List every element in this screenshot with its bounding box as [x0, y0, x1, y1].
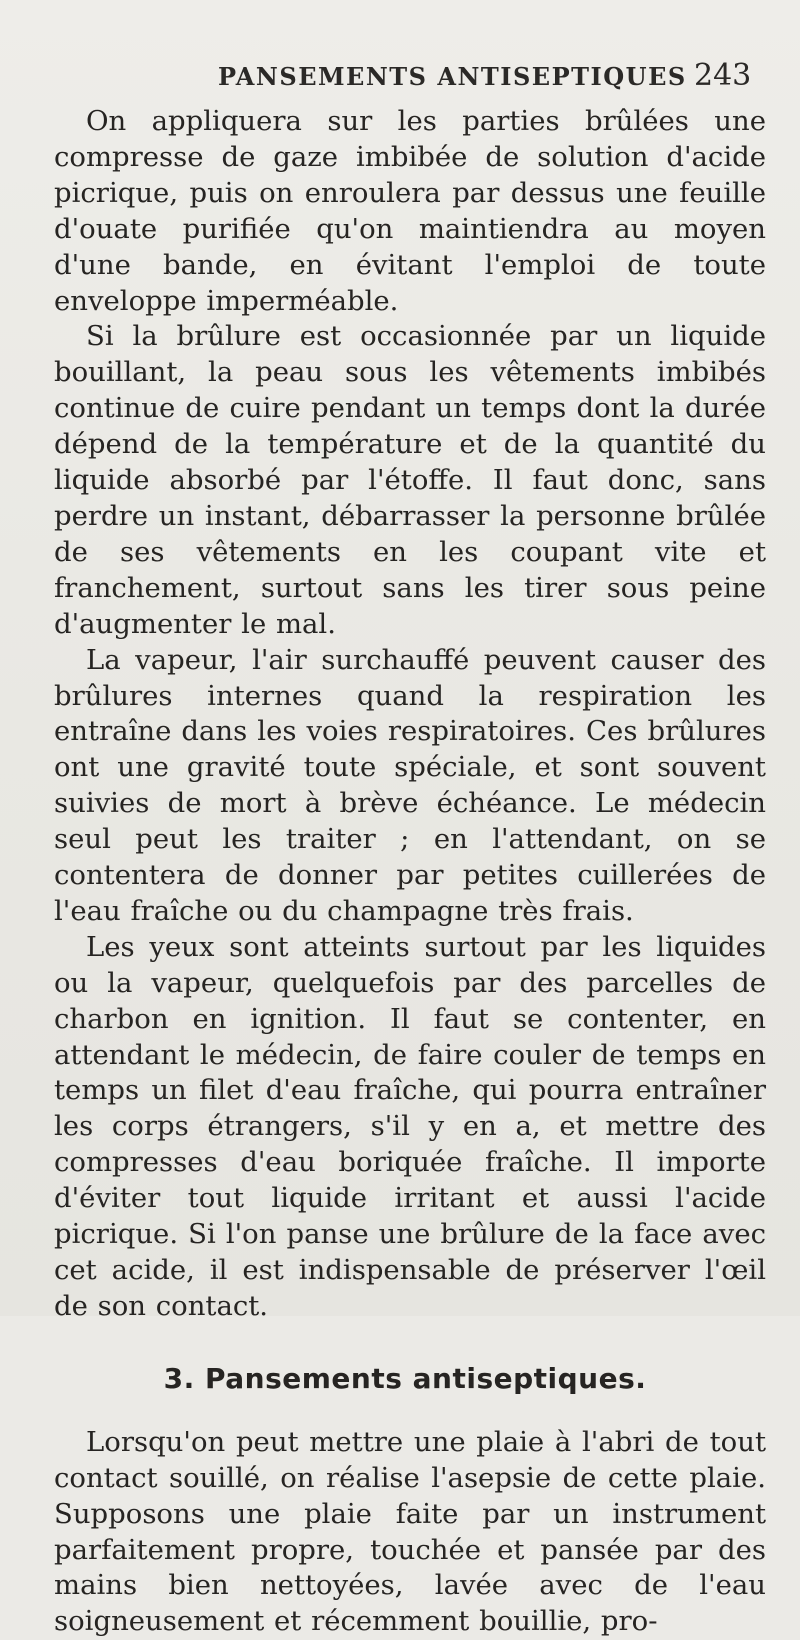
paragraph-boiling-liquid: Si la brûlure est occasionnée par un liquide bouillant, la peau sous les vêtements imbibés continue de cuire pendant un temps dont la durée dépend de la température et de la quantité du liquide absorbé par l'étoffe. Il faut donc, sans perdre un instant, débarrasser la personne brûlée de ses vêtements en les coupant vite et franchement, surtout sans les tirer sous peine d'augmenter le mal. [54, 320, 766, 640]
running-title: PANSEMENTS ANTISEPTIQUES [218, 62, 687, 91]
paragraph-internal-burns: La vapeur, l'air surchauffé peuvent causer des brûlures internes quand la respiration les entraîne dans les voies respiratoires. Ces brûlures ont une gravité toute spéciale, et sont souvent suivies de mort à brève échéance. Le médecin seul peut les traiter ; en l'attendant, on se contentera de donner par petites cuillerées de l'eau fraîche ou du champagne très frais. [54, 643, 766, 927]
paragraph-picric-compress: On appliquera sur les parties brûlées une compresse de gaze imbibée de solution d'acide picrique, puis on enroulera par dessus une feuille d'ouate purifiée qu'on maintiendra au moyen d'une bande, en évitant l'emploi de toute enveloppe imperméable. [54, 105, 766, 317]
section-heading: 3. Pansements antiseptiques. [163, 1361, 647, 1395]
running-head [0, 56, 800, 96]
paragraph-asepsis: Lorsqu'on peut mettre une plaie à l'abri de tout contact souillé, on réalise l'asepsie de cette plaie. Supposons une plaie faite par un instrument parfaitement propre, touchée et pansée par des mains bien nettoyées, lavée avec de l'eau soigneusement et récemment bouillie, pro- [54, 1425, 766, 1638]
page-number: 243 [694, 58, 752, 93]
paragraph-eye-burns: Les yeux sont atteints surtout par les liquides ou la vapeur, quelquefois par des parcelles de charbon en ignition. Il faut se contenter, en attendant le médecin, de faire couler de temps en temps un filet d'eau fraîche, qui pourra entraîner les corps étrangers, s'il y en a, et mettre des compresses d'eau boriquée fraîche. Il importe d'éviter tout liquide irritant et aussi l'acide picrique. Si l'on panse une brûlure de la face avec cet acide, il est indispensable de préserver l'œil de son contact. [54, 930, 766, 1322]
body-text [54, 104, 766, 1640]
